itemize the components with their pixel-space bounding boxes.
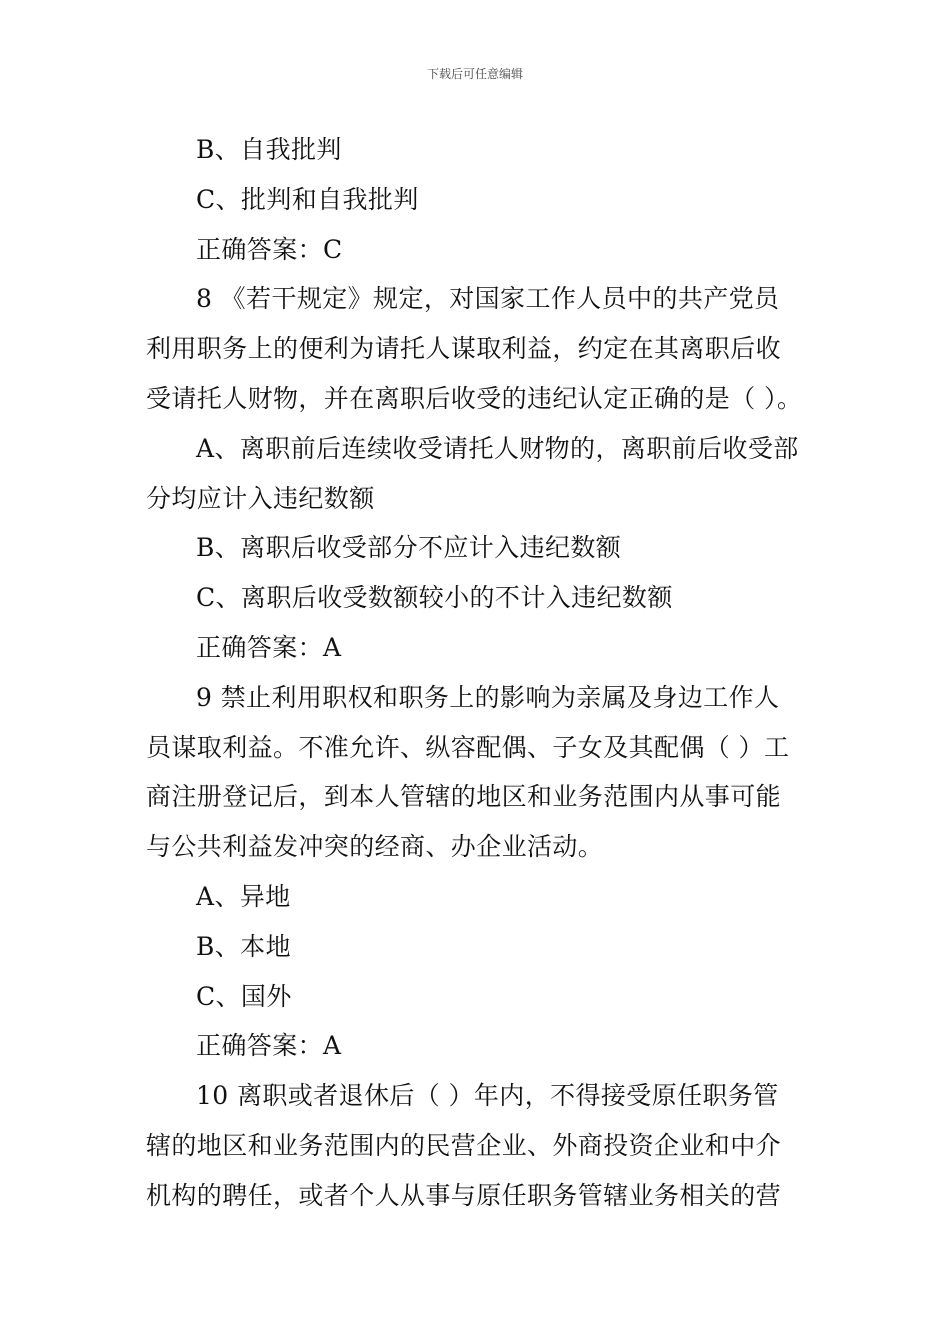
question-9-line-4: 与公共利益发冲突的经商、办企业活动。 — [146, 832, 604, 862]
document-body — [146, 125, 806, 1221]
question-10-line-2: 辖的地区和业务范围内的民营企业、外商投资企业和中介 — [146, 1130, 782, 1160]
question-9-line-2: 员谋取利益。不准允许、纵容配偶、子女及其配偶（ ）工 — [146, 732, 790, 762]
question-10-line-1: 10 离职或者退休后（ ）年内，不得接受原任职务管 — [196, 1081, 779, 1111]
option-b-line: B、自我批判 — [196, 135, 342, 164]
question-9-answer: 正确答案：A — [196, 1031, 342, 1061]
question-8-option-a-line-1: A、离职前后连续收受请托人财物的，离职前后收受部 — [196, 433, 799, 463]
question-8-option-b: B、离职后收受部分不应计入违纪数额 — [196, 533, 622, 563]
question-10-line-3: 机构的聘任，或者个人从事与原任职务管辖业务相关的营 — [146, 1180, 782, 1210]
question-9-line-1: 9 禁止利用职权和职务上的影响为亲属及身边工作人 — [196, 682, 780, 712]
option-c-line: C、批判和自我批判 — [196, 184, 419, 214]
question-9-option-c: C、国外 — [196, 981, 292, 1011]
question-8-line-1: 8 《若干规定》规定，对国家工作人员中的共产党员 — [196, 284, 780, 314]
question-9-option-b: B、本地 — [196, 931, 291, 961]
page-header: 下载后可任意编辑 — [426, 67, 523, 81]
question-8-line-2: 利用职务上的便利为请托人谋取利益，约定在其离职后收 — [146, 334, 782, 364]
question-9-line-3: 商注册登记后，到本人管辖的地区和业务范围内从事可能 — [146, 782, 782, 812]
question-8-answer: 正确答案：A — [196, 632, 342, 662]
question-9-option-a: A、异地 — [196, 881, 291, 911]
question-8-option-a-line-2: 分均应计入违纪数额 — [146, 483, 375, 513]
question-8-option-c: C、离职后收受数额较小的不计入违纪数额 — [196, 583, 673, 613]
question-8-line-3: 受请托人财物，并在离职后收受的违纪认定正确的是（ ）。 — [146, 383, 803, 413]
answer-line: 正确答案：C — [196, 234, 343, 264]
